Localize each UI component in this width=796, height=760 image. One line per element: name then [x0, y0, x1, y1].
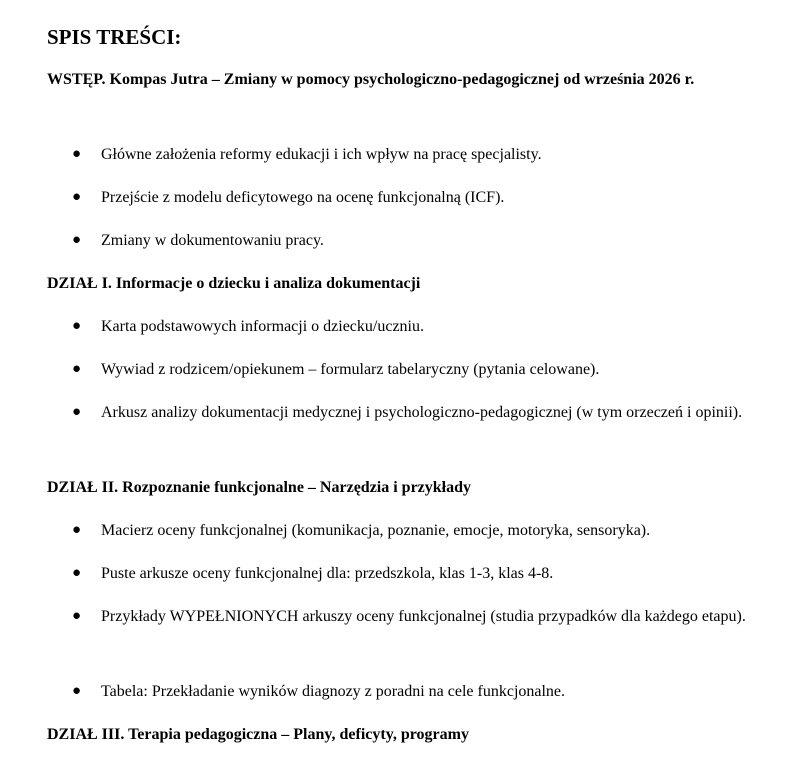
bullet-icon: ●: [72, 146, 82, 162]
list-item: ● Główne założenia reformy edukacji i ich wpływ na pracę specjalisty.: [101, 139, 751, 170]
list-item: ● Przejście z modelu deficytowego na ocenę funkcjonalną (ICF).: [101, 182, 751, 213]
list-item: ● Zmiany w dokumentowaniu pracy.: [101, 225, 751, 256]
list-item: ● Karta podstawowych informacji o dziecku/uczniu.: [101, 311, 751, 342]
toc-title: SPIS TREŚCI:: [47, 25, 182, 49]
bullet-icon: ●: [72, 318, 82, 334]
list-item: ● Tabela: Przekładanie wyników diagnozy z poradni na cele funkcjonalne.: [101, 676, 751, 707]
list-item: ● Puste arkusze oceny funkcjonalnej dla: przedszkola, klas 1-3, klas 4-8.: [101, 558, 751, 589]
bullet-icon: ●: [72, 189, 82, 205]
bullet-icon: ●: [72, 683, 82, 699]
list-item: ● Arkusz analizy dokumentacji medycznej i psychologiczno-pedagogicznej (w tym orzeczeń i opinii).: [101, 397, 751, 428]
bullet-icon: ●: [72, 361, 82, 377]
list-item: ● Przykłady WYPEŁNIONYCH arkuszy oceny funkcjonalnej (studia przypadków dla każdego etapu).: [101, 601, 751, 632]
bullet-icon: ●: [72, 404, 82, 420]
section-heading-1: DZIAŁ I. Informacje o dziecku i analiza dokumentacji: [47, 275, 421, 292]
bullet-icon: ●: [72, 232, 82, 248]
bullet-icon: ●: [72, 522, 82, 538]
bullet-icon: ●: [72, 565, 82, 581]
section-heading-2: DZIAŁ II. Rozpoznanie funkcjonalne – Narzędzia i przykłady: [47, 479, 472, 496]
bullet-icon: ●: [72, 608, 82, 624]
list-item: ● Wywiad z rodzicem/opiekunem – formularz tabelaryczny (pytania celowane).: [101, 354, 751, 385]
section-heading-intro: WSTĘP. Kompas Jutra – Zmiany w pomocy psychologiczno-pedagogicznej od września 2026 r.: [47, 71, 695, 88]
section-heading-3: DZIAŁ III. Terapia pedagogiczna – Plany, deficyty, programy: [47, 726, 469, 743]
list-item: ● Macierz oceny funkcjonalnej (komunikacja, poznanie, emocje, motoryka, sensoryka).: [101, 515, 751, 546]
